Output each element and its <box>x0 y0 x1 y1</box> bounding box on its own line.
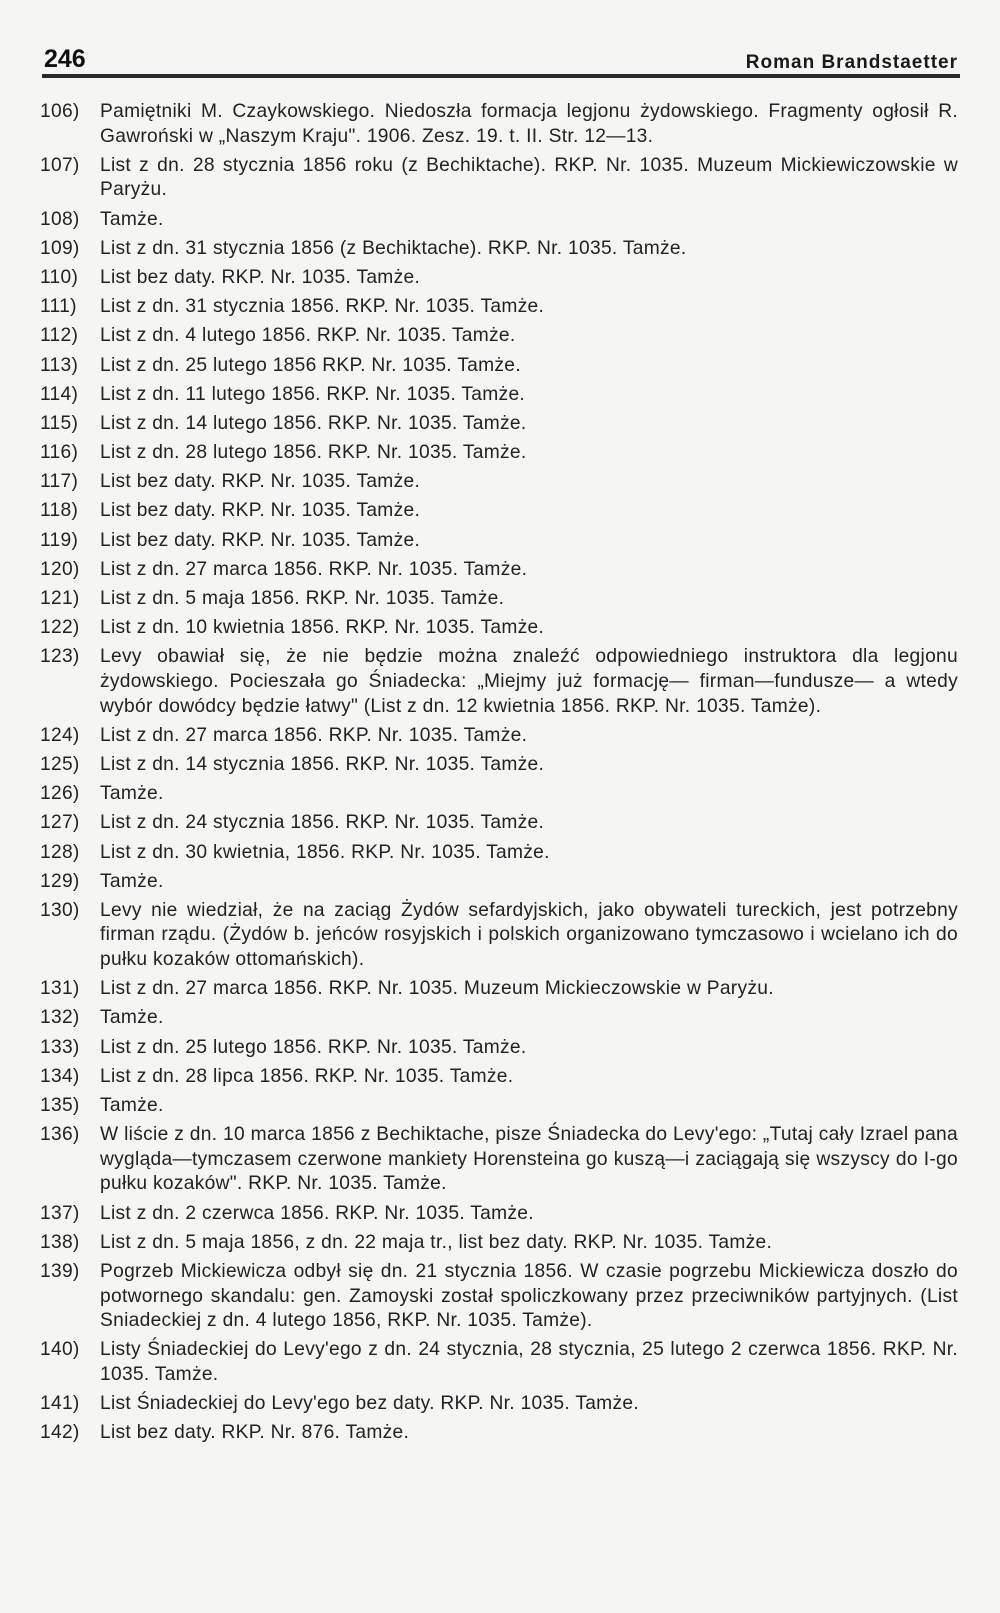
footnote-text: List z dn. 25 lutego 1856 RKP. Nr. 1035. Tamże. <box>100 354 521 376</box>
footnote-item <box>40 441 958 466</box>
footnote-text: Levy obawiał się, że nie będzie można znaleźć odpowiedniego instruktora dla legjonu żydowskiego. Pocieszała go Śniadecka: „Miejmy już formację— firman—fundusze— a wtedy wybór dowódcy będzie łatwy" (List z dn. 12 kwietnia 1856. RKP. Nr. 1035. Tamże). <box>100 646 958 717</box>
footnote-number: 109) <box>40 237 80 259</box>
page-header <box>44 40 958 74</box>
footnote-number: 123) <box>40 646 80 668</box>
footnote-number: 132) <box>40 1007 80 1029</box>
footnote-item <box>40 811 958 836</box>
footnote-text: Tamże. <box>100 870 164 892</box>
footnote-item <box>40 724 958 749</box>
footnote-number: 116) <box>40 442 79 464</box>
footnote-item <box>40 841 958 866</box>
footnote-text: List z dn. 14 stycznia 1856. RKP. Nr. 1035. Tamże. <box>100 753 545 775</box>
footnote-item <box>40 470 958 495</box>
footnote-item <box>40 529 958 554</box>
footnote-item <box>40 100 958 149</box>
footnote-number: 113) <box>40 354 79 376</box>
footnote-number: 110) <box>40 266 79 288</box>
footnote-number: 119) <box>40 529 79 551</box>
header-rule <box>42 74 960 78</box>
footnote-item <box>40 587 958 612</box>
footnote-number: 138) <box>40 1231 80 1253</box>
footnote-text: Tamże. <box>100 208 164 230</box>
footnote-number: 137) <box>40 1202 80 1224</box>
footnote-number: 133) <box>40 1036 80 1058</box>
footnote-item <box>40 154 958 203</box>
footnote-text: List z dn. 30 kwietnia, 1856. RKP. Nr. 1035. Tamże. <box>100 841 550 863</box>
footnote-item <box>40 237 958 262</box>
footnote-text: List z dn. 25 lutego 1856. RKP. Nr. 1035. Tamże. <box>100 1036 527 1058</box>
footnote-number: 130) <box>40 899 80 921</box>
footnote-item <box>40 383 958 408</box>
footnote-text: List z dn. 28 lipca 1856. RKP. Nr. 1035. Tamże. <box>100 1065 514 1087</box>
footnote-item <box>40 499 958 524</box>
footnote-number: 124) <box>40 724 80 746</box>
footnote-text: List bez daty. RKP. Nr. 1035. Tamże. <box>100 500 421 522</box>
footnote-text: Tamże. <box>100 1095 164 1116</box>
footnote-text: Pogrzeb Mickiewicza odbył się dn. 21 stycznia 1856. W czasie pogrzebu Mickiewicza doszło do potwornego skandalu: gen. Zamoyski został spoliczkowany przez przeciwników partyjnych. (List Sniadeckiej z dn. 4 lutego 1856, RKP. Nr. 1035. Tamże). <box>100 1260 958 1332</box>
footnote-text: Tamże. <box>100 1007 164 1029</box>
footnote-text: List z dn. 24 stycznia 1856. RKP. Nr. 1035. Tamże. <box>100 812 545 834</box>
footnote-number: 106) <box>40 101 80 122</box>
footnote-item <box>40 266 958 291</box>
footnote-text: List z dn. 31 stycznia 1856 (z Bechiktache). RKP. Nr. 1035. Tamże. <box>100 237 687 259</box>
footnote-number: 122) <box>40 617 80 639</box>
footnote-text: List bez daty. RKP. Nr. 1035. Tamże. <box>100 529 421 551</box>
footnote-text: List z dn. 2 czerwca 1856. RKP. Nr. 1035. Tamże. <box>100 1202 534 1224</box>
footnote-number: 127) <box>40 812 80 834</box>
footnote-number: 139) <box>40 1260 80 1282</box>
footnote-item <box>40 1006 958 1031</box>
footnote-text: W liście z dn. 10 marca 1856 z Bechiktache, pisze Śniadecka do Levy'ego: „Tutaj cały Izrael pana wygląda—tymczasem czerwone mankiety Horensteina go kuszą—i zaciągają się wszyscy do I-go pułku kozaków". RKP. Nr. 1035. Tamże. <box>100 1124 958 1195</box>
footnote-text: List Śniadeckiej do Levy'ego bez daty. RKP. Nr. 1035. Tamże. <box>100 1393 639 1415</box>
footnote-text: List z dn. 27 marca 1856. RKP. Nr. 1035. Muzeum Mickieczowskie w Paryżu. <box>100 978 774 1000</box>
footnote-text: List z dn. 5 maja 1856. RKP. Nr. 1035. Tamże. <box>100 588 505 609</box>
footnote-item <box>40 753 958 778</box>
footnote-item <box>40 1123 958 1197</box>
footnote-item <box>40 354 958 379</box>
footnote-item <box>40 295 958 320</box>
footnote-number: 134) <box>40 1065 80 1087</box>
footnote-item <box>40 1421 958 1446</box>
footnote-item <box>40 208 958 233</box>
footnote-text: Levy nie wiedział, że na zaciąg Żydów sefardyjskich, jako obywateli tureckich, jest potrzebny firman rządu. (Żydów b. jeńców rosyjskich i polskich organizowano tymczasowo i wcielano ich do pułku kozaków ottomańskich). <box>100 899 958 971</box>
footnote-item <box>40 1392 958 1417</box>
footnote-text: List bez daty. RKP. Nr. 1035. Tamże. <box>100 471 421 493</box>
footnote-number: 117) <box>40 471 79 493</box>
footnote-number: 114) <box>40 383 79 405</box>
footnote-text: Listy Śniadeckiej do Levy'ego z dn. 24 stycznia, 28 stycznia, 25 lutego 2 czerwca 1856. RKP. Nr. 1035. Tamże. <box>100 1339 958 1385</box>
footnote-number: 142) <box>40 1422 80 1444</box>
footnote-number: 126) <box>40 783 80 805</box>
footnote-number: 112) <box>40 325 79 347</box>
footnote-text: List z dn. 4 lutego 1856. RKP. Nr. 1035. Tamże. <box>100 325 516 347</box>
footnote-text: List z dn. 5 maja 1856, z dn. 22 maja tr., list bez daty. RKP. Nr. 1035. Tamże. <box>100 1231 773 1253</box>
footnote-item <box>40 1036 958 1061</box>
footnote-item <box>40 558 958 583</box>
footnote-item <box>40 412 958 437</box>
footnote-text: List z dn. 31 stycznia 1856. RKP. Nr. 1035. Tamże. <box>100 296 545 318</box>
footnotes-list <box>40 100 958 1450</box>
footnote-item <box>40 1094 958 1119</box>
footnote-number: 131) <box>40 978 80 1000</box>
footnote-number: 120) <box>40 558 80 580</box>
footnote-number: 121) <box>40 588 80 609</box>
footnote-number: 136) <box>40 1124 80 1146</box>
footnote-text: Tamże. <box>100 783 164 805</box>
footnote-text: List z dn. 27 marca 1856. RKP. Nr. 1035. Tamże. <box>100 724 528 746</box>
running-head: Roman Brandstaetter <box>745 52 958 73</box>
footnote-number: 115) <box>40 412 79 434</box>
footnote-number: 107) <box>40 154 80 176</box>
footnote-item <box>40 616 958 641</box>
footnote-item <box>40 645 958 719</box>
footnote-item <box>40 1202 958 1227</box>
footnote-item <box>40 1338 958 1387</box>
footnote-item <box>40 782 958 807</box>
footnote-item <box>40 1260 958 1334</box>
footnote-text: Pamiętniki M. Czaykowskiego. Niedoszła formacja legjonu żydowskiego. Fragmenty ogłosił R. Gawroński w „Naszym Kraju". 1906. Zesz. 19. t. II. Str. 12—13. <box>100 101 958 147</box>
footnote-number: 128) <box>40 841 80 863</box>
footnote-item <box>40 324 958 349</box>
footnote-number: 125) <box>40 753 80 775</box>
footnote-number: 129) <box>40 870 80 892</box>
footnote-text: List z dn. 11 lutego 1856. RKP. Nr. 1035. Tamże. <box>100 383 526 405</box>
footnote-item <box>40 899 958 973</box>
footnote-item <box>40 1065 958 1090</box>
footnote-item <box>40 870 958 895</box>
footnote-item <box>40 1231 958 1256</box>
footnote-number: 135) <box>40 1095 80 1116</box>
page-number: 246 <box>44 45 86 73</box>
footnote-text: List bez daty. RKP. Nr. 876. Tamże. <box>100 1422 410 1444</box>
footnote-text: List z dn. 14 lutego 1856. RKP. Nr. 1035. Tamże. <box>100 412 527 434</box>
footnote-item <box>40 977 958 1002</box>
footnote-text: List z dn. 10 kwietnia 1856. RKP. Nr. 1035. Tamże. <box>100 617 545 639</box>
footnote-text: List z dn. 28 stycznia 1856 roku (z Bechiktache). RKP. Nr. 1035. Muzeum Mickiewiczowskie w Paryżu. <box>100 154 958 201</box>
footnote-number: 108) <box>40 208 80 230</box>
footnote-text: List z dn. 27 marca 1856. RKP. Nr. 1035. Tamże. <box>100 558 528 580</box>
footnote-number: 111) <box>40 296 77 318</box>
footnote-number: 140) <box>40 1339 80 1361</box>
footnote-number: 118) <box>40 500 79 522</box>
footnote-text: List bez daty. RKP. Nr. 1035. Tamże. <box>100 266 421 288</box>
footnote-text: List z dn. 28 lutego 1856. RKP. Nr. 1035. Tamże. <box>100 442 527 464</box>
footnote-number: 141) <box>40 1393 80 1415</box>
